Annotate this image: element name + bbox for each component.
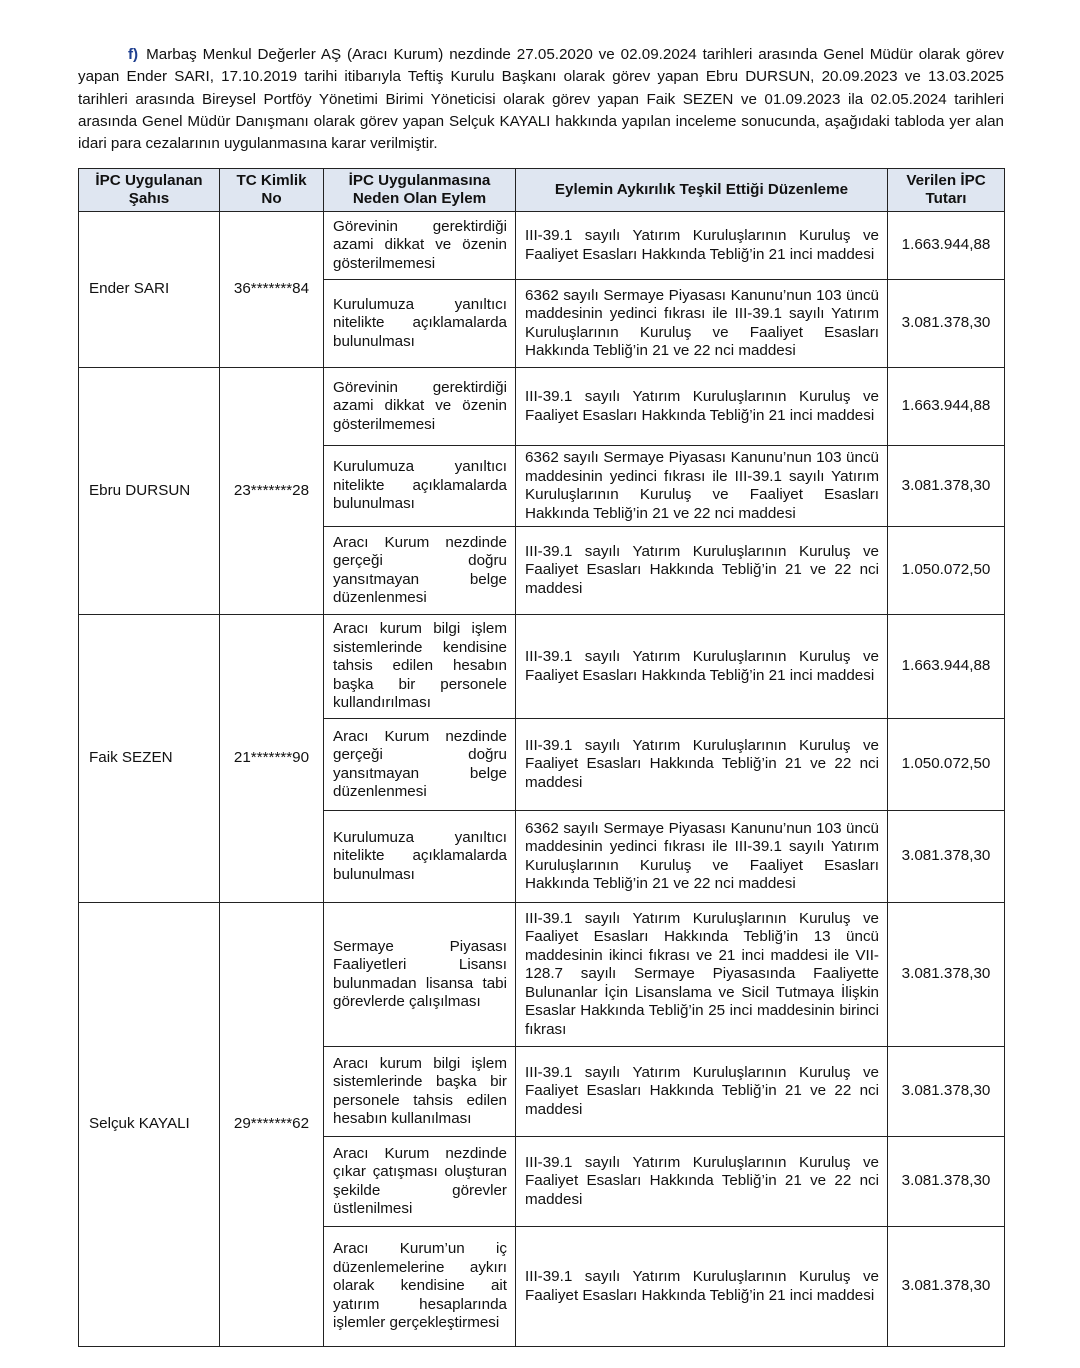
amount-cell: 1.050.072,50: [888, 719, 1005, 811]
amount-cell: 1.050.072,50: [888, 527, 1005, 615]
act-cell: Kurulumuza yanıltıcı nitelikte açıklamalarda bulunulması: [324, 446, 516, 527]
regulation-cell: III-39.1 sayılı Yatırım Kuruluşlarının Kuruluş ve Faaliyet Esasları Hakkında Tebliğ’in 21 ve 22 nci maddesi: [516, 1137, 888, 1227]
header-tc: TC Kimlik No: [220, 169, 324, 212]
tc-number: 36*******84: [220, 212, 324, 368]
act-cell: Sermaye Piyasası Faaliyetleri Lisansı bulunmadan lisansa tabi görevlerde çalışılması: [324, 903, 516, 1047]
tc-number: 21*******90: [220, 615, 324, 903]
regulation-cell: III-39.1 sayılı Yatırım Kuruluşlarının Kuruluş ve Faaliyet Esasları Hakkında Tebliğ’in 21 inci maddesi: [516, 1227, 888, 1347]
act-cell: Aracı Kurum nezdinde gerçeği doğru yansıtmayan belge düzenlenmesi: [324, 527, 516, 615]
amount-cell: 3.081.378,30: [888, 1047, 1005, 1137]
amount-cell: 3.081.378,30: [888, 1137, 1005, 1227]
intro-text: Marbaş Menkul Değerler AŞ (Aracı Kurum) nezdinde 27.05.2020 ve 02.09.2024 tarihleri arasında Genel Müdür olarak görev yapan Ender SARI, 17.10.2019 tarihi itibarıyla Teftiş Kurulu Başkanı olarak görev yapan Ebru DURSUN, 20.09.2023 ve 13.03.2025 tarihleri arasında Bireysel Portföy Yönetimi Birimi Yöneticisi olarak görev yapan Faik SEZEN ve 01.09.2023 ila 02.05.2024 tarihleri arasında Genel Müdür Danışmanı olarak görev yapan Selçuk KAYALI hakkında yapılan inceleme sonucunda, aşağıdaki tabloda yer alan idari para cezalarının uygulanmasına karar verilmiştir.: [78, 46, 1004, 153]
act-cell: Kurulumuza yanıltıcı nitelikte açıklamalarda bulunulması: [324, 811, 516, 903]
header-person: İPC Uygulanan Şahıs: [79, 169, 220, 212]
act-cell: Aracı Kurum nezdinde gerçeği doğru yansıtmayan belge düzenlenmesi: [324, 719, 516, 811]
tc-number: 23*******28: [220, 368, 324, 615]
item-label: f): [128, 46, 139, 63]
header-regulation: Eylemin Aykırılık Teşkil Ettiği Düzenleme: [516, 169, 888, 212]
regulation-cell: III-39.1 sayılı Yatırım Kuruluşlarının Kuruluş ve Faaliyet Esasları Hakkında Tebliğ’in 21 ve 22 nci maddesi: [516, 527, 888, 615]
person-name: Faik SEZEN: [79, 615, 220, 903]
regulation-cell: III-39.1 sayılı Yatırım Kuruluşlarının Kuruluş ve Faaliyet Esasları Hakkında Tebliğ’in 21 inci maddesi: [516, 368, 888, 446]
regulation-cell: III-39.1 sayılı Yatırım Kuruluşlarının Kuruluş ve Faaliyet Esasları Hakkında Tebliğ’in 21 inci maddesi: [516, 212, 888, 280]
tc-number: 29*******62: [220, 903, 324, 1347]
header-row: [79, 169, 1005, 212]
act-cell: Görevinin gerektirdiği azami dikkat ve özenin gösterilmemesi: [324, 212, 516, 280]
table-row: [79, 212, 1005, 280]
amount-cell: 3.081.378,30: [888, 811, 1005, 903]
regulation-cell: 6362 sayılı Sermaye Piyasası Kanunu’nun 103 üncü maddesinin yedinci fıkrası ile III-39.1 sayılı Yatırım Kuruluşlarının Kuruluş ve Faaliyet Esasları Hakkında Tebliğ’in 21 ve 22 nci maddesi: [516, 811, 888, 903]
person-name: Selçuk KAYALI: [79, 903, 220, 1347]
amount-cell: 3.081.378,30: [888, 446, 1005, 527]
regulation-cell: III-39.1 sayılı Yatırım Kuruluşlarının Kuruluş ve Faaliyet Esasları Hakkında Tebliğ’in 21 ve 22 nci maddesi: [516, 719, 888, 811]
header-amount: Verilen İPC Tutarı: [888, 169, 1005, 212]
act-cell: Aracı kurum bilgi işlem sistemlerinde başka bir personele tahsis edilen hesabın kullanılması: [324, 1047, 516, 1137]
act-cell: Aracı kurum bilgi işlem sistemlerinde kendisine tahsis edilen hesabın başka bir personele kullandırılması: [324, 615, 516, 719]
person-name: Ebru DURSUN: [79, 368, 220, 615]
amount-cell: 1.663.944,88: [888, 212, 1005, 280]
regulation-cell: 6362 sayılı Sermaye Piyasası Kanunu’nun 103 üncü maddesinin yedinci fıkrası ile III-39.1 sayılı Yatırım Kuruluşlarının Kuruluş ve Faaliyet Esasları Hakkında Tebliğ’in 21 ve 22 nci maddesi: [516, 280, 888, 368]
act-cell: Aracı Kurum nezdinde çıkar çatışması oluşturan şekilde görevler üstlenilmesi: [324, 1137, 516, 1227]
header-act: İPC Uygulanmasına Neden Olan Eylem: [324, 169, 516, 212]
intro-paragraph: [78, 44, 1004, 155]
amount-cell: 3.081.378,30: [888, 903, 1005, 1047]
amount-cell: 1.663.944,88: [888, 368, 1005, 446]
person-name: Ender SARI: [79, 212, 220, 368]
table-row: [79, 615, 1005, 719]
table-row: [79, 903, 1005, 1047]
amount-cell: 1.663.944,88: [888, 615, 1005, 719]
table-body: [79, 212, 1005, 1347]
regulation-cell: III-39.1 sayılı Yatırım Kuruluşlarının Kuruluş ve Faaliyet Esasları Hakkında Tebliğ’in 21 inci maddesi: [516, 615, 888, 719]
amount-cell: 3.081.378,30: [888, 1227, 1005, 1347]
regulation-cell: III-39.1 sayılı Yatırım Kuruluşlarının Kuruluş ve Faaliyet Esasları Hakkında Tebliğ’in 13 üncü maddesinin ikinci fıkrası ve 21 inci maddesi ile VII-128.7 sayılı Sermaye Piyasasında Faaliyette Bulunanlar İçin Lisanslama ve Sicil Tutmaya İlişkin Esaslar Hakkında Tebliğ’in 25 inci maddesinin birinci fıkrası: [516, 903, 888, 1047]
amount-cell: 3.081.378,30: [888, 280, 1005, 368]
act-cell: Görevinin gerektirdiği azami dikkat ve özenin gösterilmemesi: [324, 368, 516, 446]
regulation-cell: 6362 sayılı Sermaye Piyasası Kanunu’nun 103 üncü maddesinin yedinci fıkrası ile III-39.1 sayılı Yatırım Kuruluşlarının Kuruluş ve Faaliyet Esasları Hakkında Tebliğ’in 21 ve 22 nci maddesi: [516, 446, 888, 527]
act-cell: Aracı Kurum’un iç düzenlemelerine aykırı olarak kendisine ait yatırım hesaplarında işlemler gerçekleştirmesi: [324, 1227, 516, 1347]
penalty-table: [78, 168, 1005, 1347]
act-cell: Kurulumuza yanıltıcı nitelikte açıklamalarda bulunulması: [324, 280, 516, 368]
regulation-cell: III-39.1 sayılı Yatırım Kuruluşlarının Kuruluş ve Faaliyet Esasları Hakkında Tebliğ’in 21 ve 22 nci maddesi: [516, 1047, 888, 1137]
table-row: [79, 368, 1005, 446]
